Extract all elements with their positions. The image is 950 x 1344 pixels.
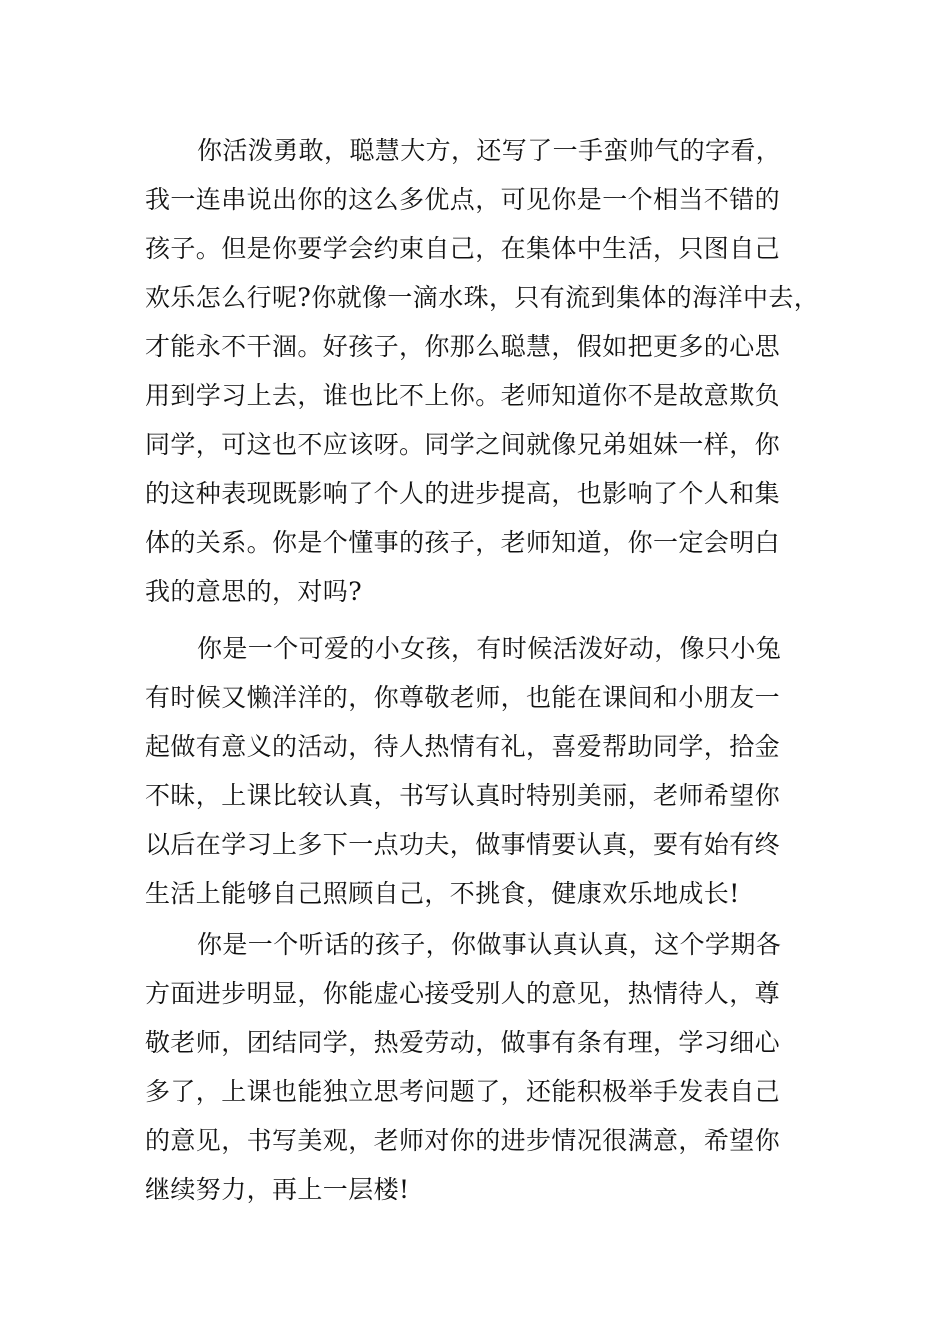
- paragraph-line: 你活泼勇敢，聪慧大方，还写了一手蛮帅气的字看，: [197, 136, 782, 165]
- paragraph-line: 我一连串说出你的这么多优点，可见你是一个相当不错的: [145, 185, 781, 214]
- paragraph-line: 才能永不干涸。好孩子，你那么聪慧，假如把更多的心思: [145, 332, 781, 361]
- paragraph-line: 多了，上课也能独立思考问题了，还能积极举手发表自己: [145, 1077, 781, 1106]
- paragraph-3: [145, 920, 825, 1214]
- paragraph-line: 你是一个可爱的小女孩，有时候活泼好动，像只小兔: [197, 634, 782, 663]
- paragraph-line: 起做有意义的活动，待人热情有礼，喜爱帮助同学，拾金: [145, 732, 781, 761]
- paragraph-line: 不昧，上课比较认真，书写认真时特别美丽，老师希望你: [145, 781, 781, 810]
- paragraph-1: [145, 126, 825, 616]
- paragraph-line: 继续努力，再上一层楼!: [145, 1175, 410, 1204]
- paragraph-line: 欢乐怎么行呢?你就像一滴水珠，只有流到集体的海洋中去，: [145, 283, 820, 312]
- paragraph-line: 用到学习上去，谁也比不上你。老师知道你不是故意欺负: [145, 381, 781, 410]
- paragraph-line: 生活上能够自己照顾自己，不挑食，健康欢乐地成长!: [145, 879, 740, 908]
- paragraph-line: 以后在学习上多下一点功夫，做事情要认真，要有始有终: [145, 830, 781, 859]
- paragraph-line: 的意见，书写美观，老师对你的进步情况很满意，希望你: [145, 1126, 781, 1155]
- paragraph-2: [145, 624, 825, 918]
- paragraph-line: 你是一个听话的孩子，你做事认真认真，这个学期各: [197, 930, 782, 959]
- paragraph-line: 我的意思的，对吗?: [145, 577, 363, 606]
- paragraph-line: 有时候又懒洋洋的，你尊敬老师，也能在课间和小朋友一: [145, 683, 781, 712]
- paragraph-line: 方面进步明显，你能虚心接受别人的意见，热情待人，尊: [145, 979, 781, 1008]
- paragraph-line: 的这种表现既影响了个人的进步提高，也影响了个人和集: [145, 479, 781, 508]
- paragraph-line: 孩子。但是你要学会约束自己，在集体中生活，只图自己: [145, 234, 781, 263]
- paragraph-line: 体的关系。你是个懂事的孩子，老师知道，你一定会明白: [145, 528, 781, 557]
- paragraph-line: 敬老师，团结同学，热爱劳动，做事有条有理，学习细心: [145, 1028, 781, 1057]
- paragraph-line: 同学，可这也不应该呀。同学之间就像兄弟姐妹一样，你: [145, 430, 781, 459]
